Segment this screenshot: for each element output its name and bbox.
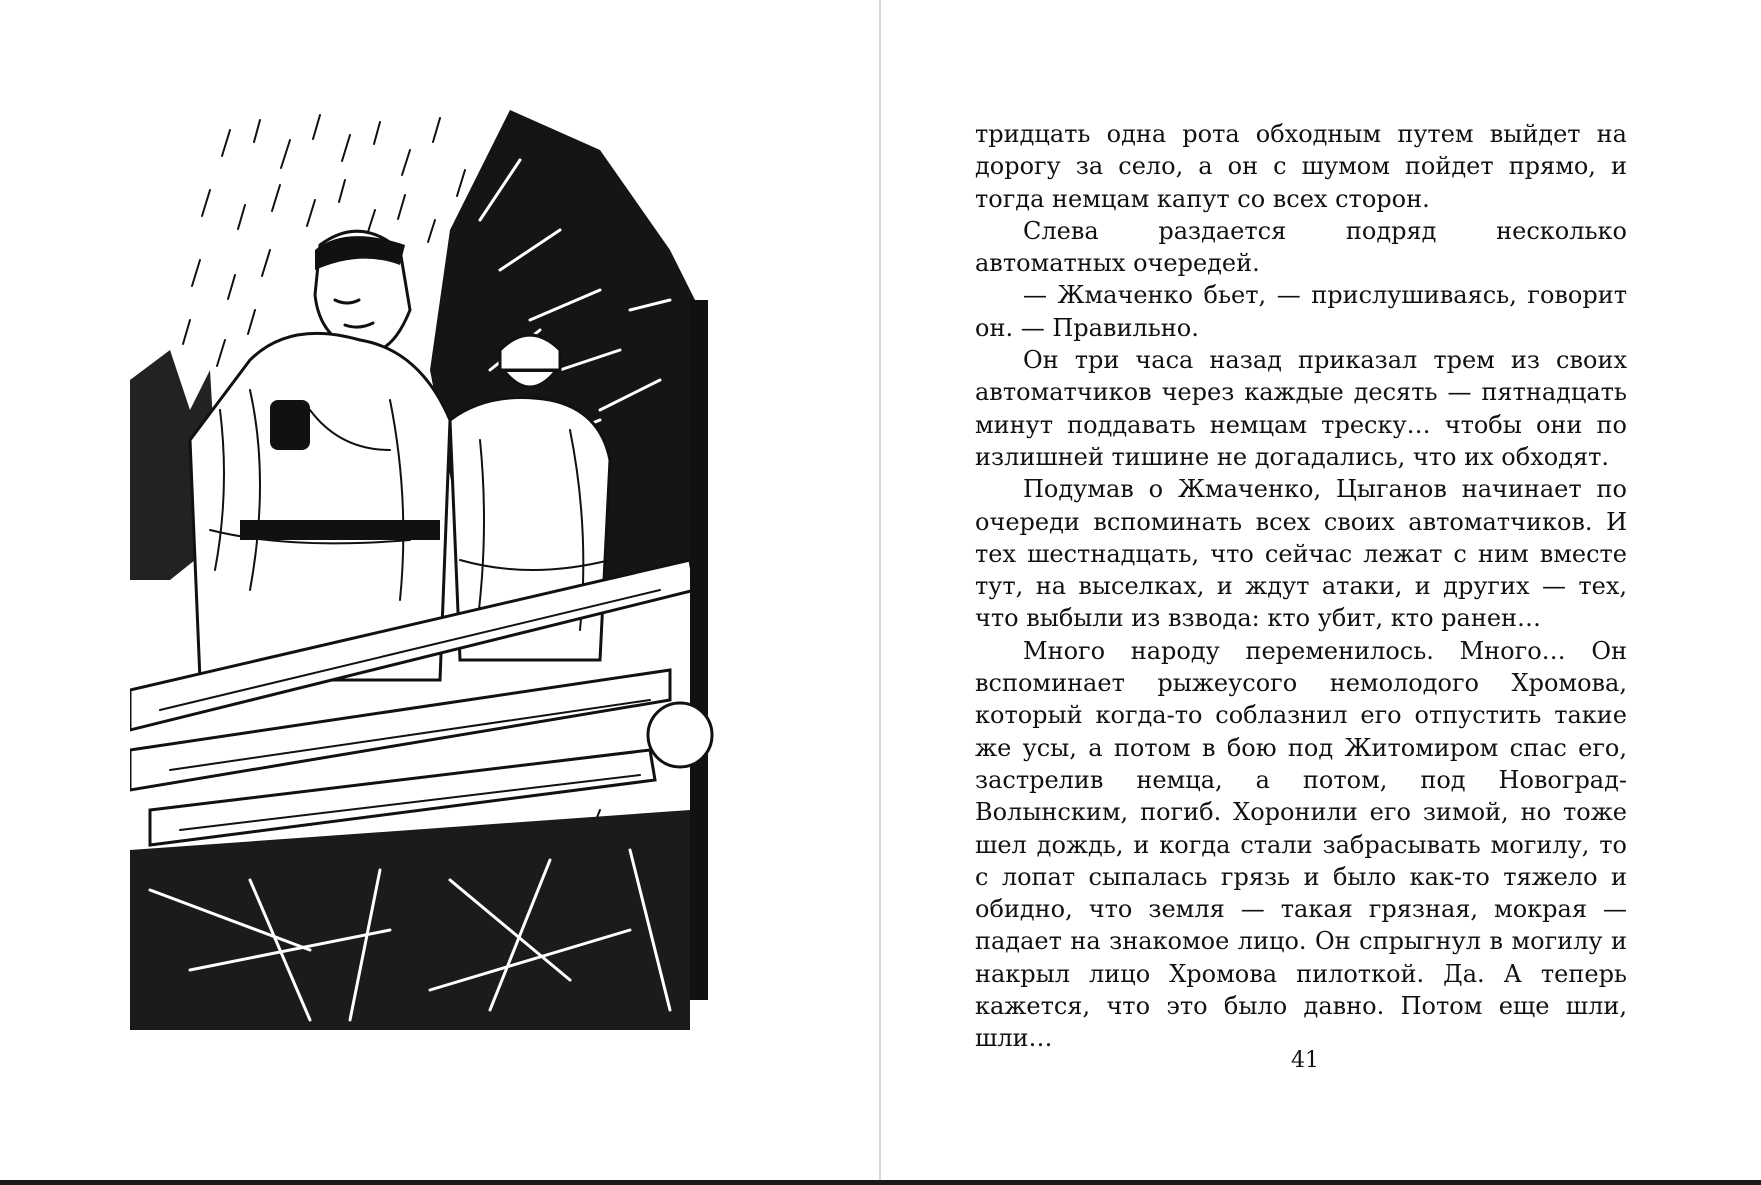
left-page [0,0,880,1180]
bottom-edge [0,1180,1761,1185]
paragraph: Подумав о Жмаченко, Цыганов начинает по очереди вспоминать всех своих автоматчиков. И тех шестнадцать, что сейчас лежат с ним вместе тут, на выселках, и ждут атаки, и других — тех, что выбыли из взвода: кто убит, кто ранен… [975,475,1627,633]
post [690,300,708,1000]
paragraph: Он три часа назад приказал трем из своих автоматчиков через каждые десять — пятнадцать минут поддавать немцам треску… чтобы они по излишней тишине не догадались, что их обходят. [975,346,1627,471]
page-number: 41 [1291,1048,1319,1073]
paragraph: тридцать одна рота обходным путем выйдет на дорогу за село, а он с шумом пойдет прямо, и тогда немцам капут со всех сторон. [975,120,1627,213]
paragraph: Много народу переменилось. Много… Он вспоминает рыжеусого немолодого Хромова, который когда-то соблазнил его отпустить такие же усы, а потом в бою под Житомиром спас его, застрелив немца, а потом, под Новоград-Волынским, погиб. Хоронили его зимой, но тоже шел дождь, и когда стали забрасывать могилу, то с лопат сыпалась грязь и было как-то тяжело и обидно, что земля — такая грязная, мокрая — падает на знакомое лицо. Он спрыгнул в могилу и накрыл лицо Хромова пилоткой. Да. А теперь кажется, что это было давно. Потом еще шли, шли… [975,636,1627,1053]
wheel [648,703,712,767]
paragraph: Слева раздается подряд несколько автоматных очередей. [975,216,1627,278]
war-scene-illustration [130,110,790,1030]
body-text [975,118,1627,1055]
paragraph: — Жмаченко бьет, — прислушиваясь, говорит он. — Правильно. [975,281,1627,342]
